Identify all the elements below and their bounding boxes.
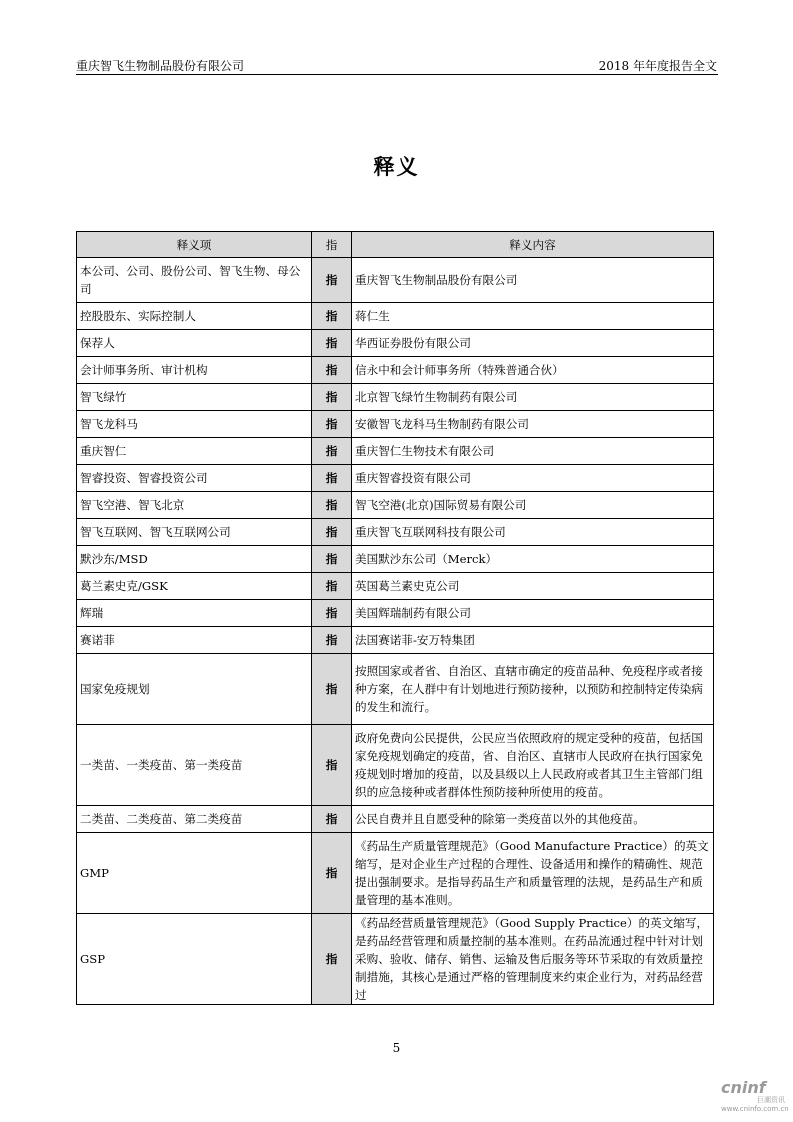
definition-cell: 北京智飞绿竹生物制药有限公司: [352, 384, 714, 411]
page-number: 5: [392, 1041, 401, 1055]
term-cell: 二类苗、二类疫苗、第二类疫苗: [77, 806, 312, 833]
table-row: [77, 914, 714, 1005]
column-header-term: 释义项: [77, 232, 312, 258]
definition-cell: 蒋仁生: [352, 303, 714, 330]
definition-cell: 《药品经营质量管理规范》（Good Supply Practice）的英文缩写，是药品经营管理和质量控制的基本准则。在药品流通过程中针对计划采购、验收、储存、销售、运输及售后服务等环节采取的有效质量控制措施，其核心是通过严格的管理制度来约束企业行为，对药品经营过: [352, 914, 714, 1005]
mark-cell: 指: [312, 330, 352, 357]
table-row: [77, 654, 714, 725]
page-title: 释义: [373, 154, 420, 179]
term-cell: 一类苗、一类疫苗、第一类疫苗: [77, 725, 312, 806]
term-cell: GMP: [77, 833, 312, 914]
term-cell: 控股股东、实际控制人: [77, 303, 312, 330]
table-row: [77, 806, 714, 833]
table-row: [77, 357, 714, 384]
mark-cell: 指: [312, 914, 352, 1005]
definition-cell: 英国葛兰素史克公司: [352, 573, 714, 600]
mark-cell: 指: [312, 411, 352, 438]
mark-cell: 指: [312, 654, 352, 725]
mark-cell: 指: [312, 806, 352, 833]
cninfo-url: www.cninfo.com.cn: [721, 1105, 789, 1113]
mark-cell: 指: [312, 725, 352, 806]
definition-cell: 《药品生产质量管理规范》（Good Manufacture Practice）的英文缩写，是对企业生产过程的合理性、设备适用和操作的精确性、规范提出强制要求。是指导药品生产和质量管理的法规，是药品生产和质量管理的基本准则。: [352, 833, 714, 914]
term-cell: 智睿投资、智睿投资公司: [77, 465, 312, 492]
definition-cell: 法国赛诺菲-安万特集团: [352, 627, 714, 654]
term-cell: 保荐人: [77, 330, 312, 357]
header-report-title: 2018 年年度报告全文: [598, 59, 717, 73]
table-row: [77, 465, 714, 492]
mark-cell: 指: [312, 357, 352, 384]
term-cell: 本公司、公司、股份公司、智飞生物、母公司: [77, 258, 312, 303]
header-company: 重庆智飞生物制品股份有限公司: [76, 59, 245, 73]
term-cell: 会计师事务所、审计机构: [77, 357, 312, 384]
term-cell: 赛诺菲: [77, 627, 312, 654]
table-row: [77, 303, 714, 330]
mark-cell: 指: [312, 303, 352, 330]
definition-cell: 重庆智睿投资有限公司: [352, 465, 714, 492]
mark-cell: 指: [312, 833, 352, 914]
mark-cell: 指: [312, 492, 352, 519]
cninfo-watermark: [721, 1078, 789, 1113]
mark-cell: 指: [312, 627, 352, 654]
mark-cell: 指: [312, 438, 352, 465]
table-row: [77, 330, 714, 357]
table-row: [77, 573, 714, 600]
term-cell: 智飞龙科马: [77, 411, 312, 438]
term-cell: 智飞绿竹: [77, 384, 312, 411]
term-cell: 智飞空港、智飞北京: [77, 492, 312, 519]
table-row: [77, 833, 714, 914]
definition-cell: 美国默沙东公司（Merck）: [352, 546, 714, 573]
definition-cell: 信永中和会计师事务所（特殊普通合伙）: [352, 357, 714, 384]
table-row: [77, 600, 714, 627]
table-row: [77, 519, 714, 546]
definition-cell: 重庆智飞互联网科技有限公司: [352, 519, 714, 546]
term-cell: 默沙东/MSD: [77, 546, 312, 573]
mark-cell: 指: [312, 519, 352, 546]
term-cell: 智飞互联网、智飞互联网公司: [77, 519, 312, 546]
definition-cell: 华西证券股份有限公司: [352, 330, 714, 357]
column-header-definition: 释义内容: [352, 232, 714, 258]
mark-cell: 指: [312, 600, 352, 627]
term-cell: 国家免疫规划: [77, 654, 312, 725]
mark-cell: 指: [312, 465, 352, 492]
table-row: [77, 492, 714, 519]
table-row: [77, 411, 714, 438]
mark-cell: 指: [312, 384, 352, 411]
definition-cell: 安徽智飞龙科马生物制药有限公司: [352, 411, 714, 438]
definition-cell: 重庆智飞生物制品股份有限公司: [352, 258, 714, 303]
definition-cell: 政府免费向公民提供，公民应当依照政府的规定受种的疫苗，包括国家免疫规划确定的疫苗，省、自治区、直辖市人民政府在执行国家免疫规划时增加的疫苗，以及县级以上人民政府或者其卫生主管部门组织的应急接种或者群体性预防接种所使用的疫苗。: [352, 725, 714, 806]
table-row: [77, 546, 714, 573]
table-row: [77, 627, 714, 654]
definition-cell: 智飞空港(北京)国际贸易有限公司: [352, 492, 714, 519]
table-row: [77, 725, 714, 806]
table-header-row: [77, 232, 714, 258]
header-divider: [76, 74, 718, 75]
cninfo-logo-text: cninf: [721, 1078, 766, 1097]
definition-cell: 公民自费并且自愿受种的除第一类疫苗以外的其他疫苗。: [352, 806, 714, 833]
definition-cell: 美国辉瑞制药有限公司: [352, 600, 714, 627]
column-header-mark: 指: [312, 232, 352, 258]
table-row: [77, 258, 714, 303]
definition-cell: 按照国家或者省、自治区、直辖市确定的疫苗品种、免疫程序或者接种方案，在人群中有计划地进行预防接种，以预防和控制特定传染病的发生和流行。: [352, 654, 714, 725]
term-cell: 葛兰素史克/GSK: [77, 573, 312, 600]
definitions-table: [76, 231, 714, 1005]
term-cell: GSP: [77, 914, 312, 1005]
definition-cell: 重庆智仁生物技术有限公司: [352, 438, 714, 465]
mark-cell: 指: [312, 258, 352, 303]
table-row: [77, 384, 714, 411]
table-row: [77, 438, 714, 465]
term-cell: 辉瑞: [77, 600, 312, 627]
term-cell: 重庆智仁: [77, 438, 312, 465]
mark-cell: 指: [312, 573, 352, 600]
mark-cell: 指: [312, 546, 352, 573]
cninfo-logo-subtitle: 巨潮资讯: [757, 1096, 785, 1104]
